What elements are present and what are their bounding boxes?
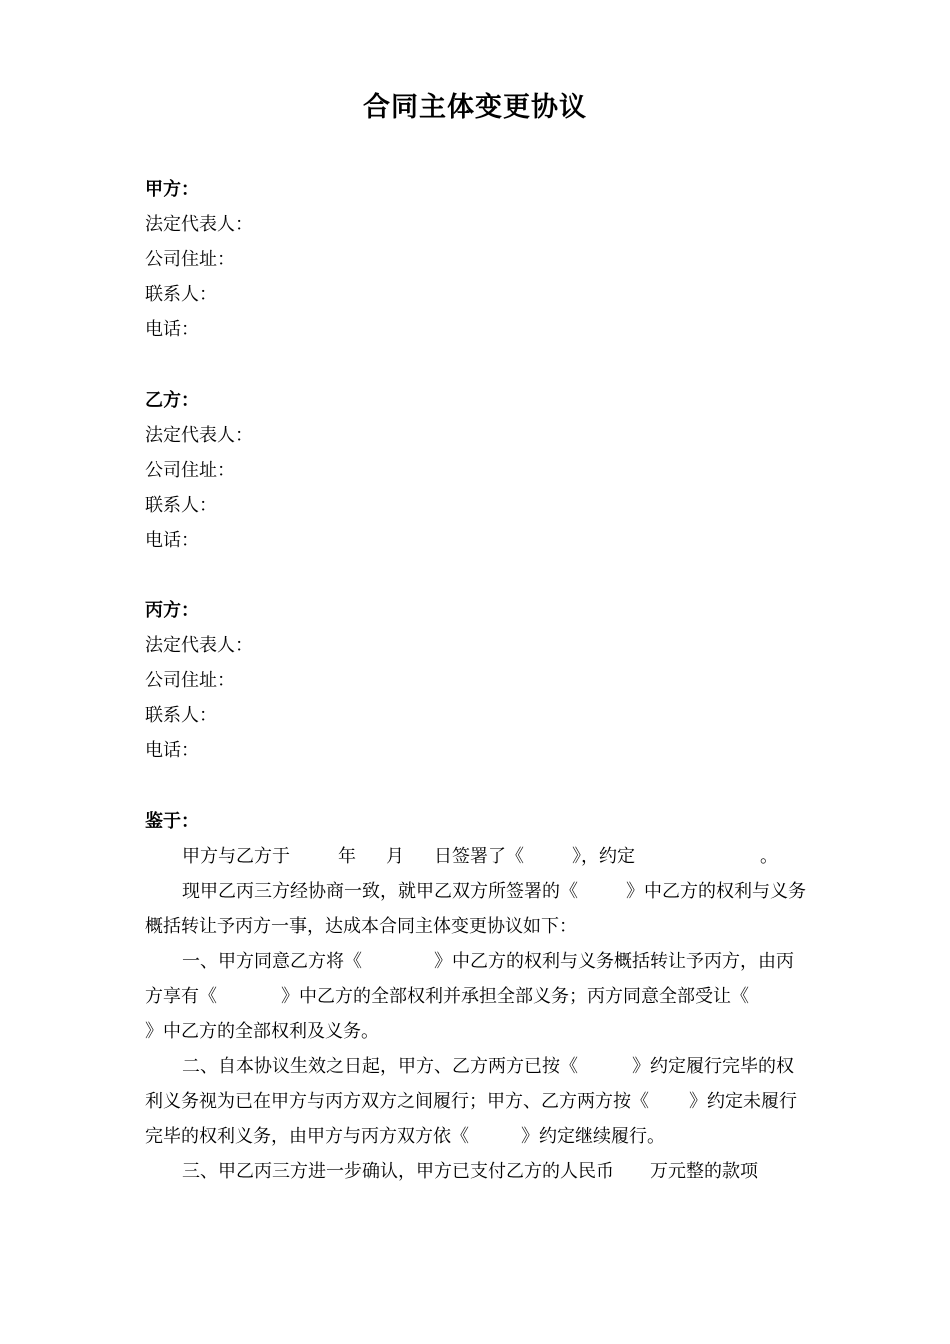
party-a-rep-label: 法定代表人： (145, 214, 253, 235)
party-a-label: 甲方： (145, 179, 199, 200)
party-b-address-label: 公司住址： (145, 460, 235, 481)
party-c-phone-label: 电话： (145, 740, 199, 761)
party-c-address-label: 公司住址： (145, 670, 235, 691)
party-b-contact-label: 联系人： (145, 495, 217, 516)
party-b-phone-label: 电话： (145, 530, 199, 551)
clause-1: 一、甲方同意乙方将《 》中乙方的权利与义务概括转让予丙方，由丙方享有《 》中乙方的全部权利并承担全部义务；丙方同意全部受让《》中乙方的全部权利及义务。 (145, 951, 794, 1042)
party-a-address-label: 公司住址： (145, 249, 235, 270)
whereas-paragraph-2: 现甲乙丙三方经协商一致，就甲乙双方所签署的《 》中乙方的权利与义务概括转让予丙方一事，达成本合同主体变更协议如下： (145, 881, 806, 937)
clause-3: 三、甲乙丙三方进一步确认，甲方已支付乙方的人民币 万元整的款项 (182, 1161, 758, 1182)
party-a-phone-label: 电话： (145, 319, 199, 340)
party-b-label: 乙方： (145, 390, 199, 411)
party-a-contact-label: 联系人： (145, 284, 217, 305)
document-title: 合同主体变更协议 (363, 92, 587, 123)
party-c-contact-label: 联系人： (145, 705, 217, 726)
party-b-rep-label: 法定代表人： (145, 425, 253, 446)
clause-2: 二、自本协议生效之日起，甲方、乙方两方已按《 》约定履行完毕的权利义务视为已在甲方与丙方双方之间履行；甲方、乙方两方按《 》约定未履行完毕的权利义务，由甲方与丙方双方依《 》约定继续履行。 (145, 1056, 797, 1147)
party-c-rep-label: 法定代表人： (145, 635, 253, 656)
whereas-paragraph-1: 甲方与乙方于 年 月 日签署了《 》，约定 。 (182, 846, 778, 867)
agreement-body (145, 839, 810, 1189)
party-c-label: 丙方： (145, 600, 199, 621)
whereas-label: 鉴于： (145, 811, 199, 832)
